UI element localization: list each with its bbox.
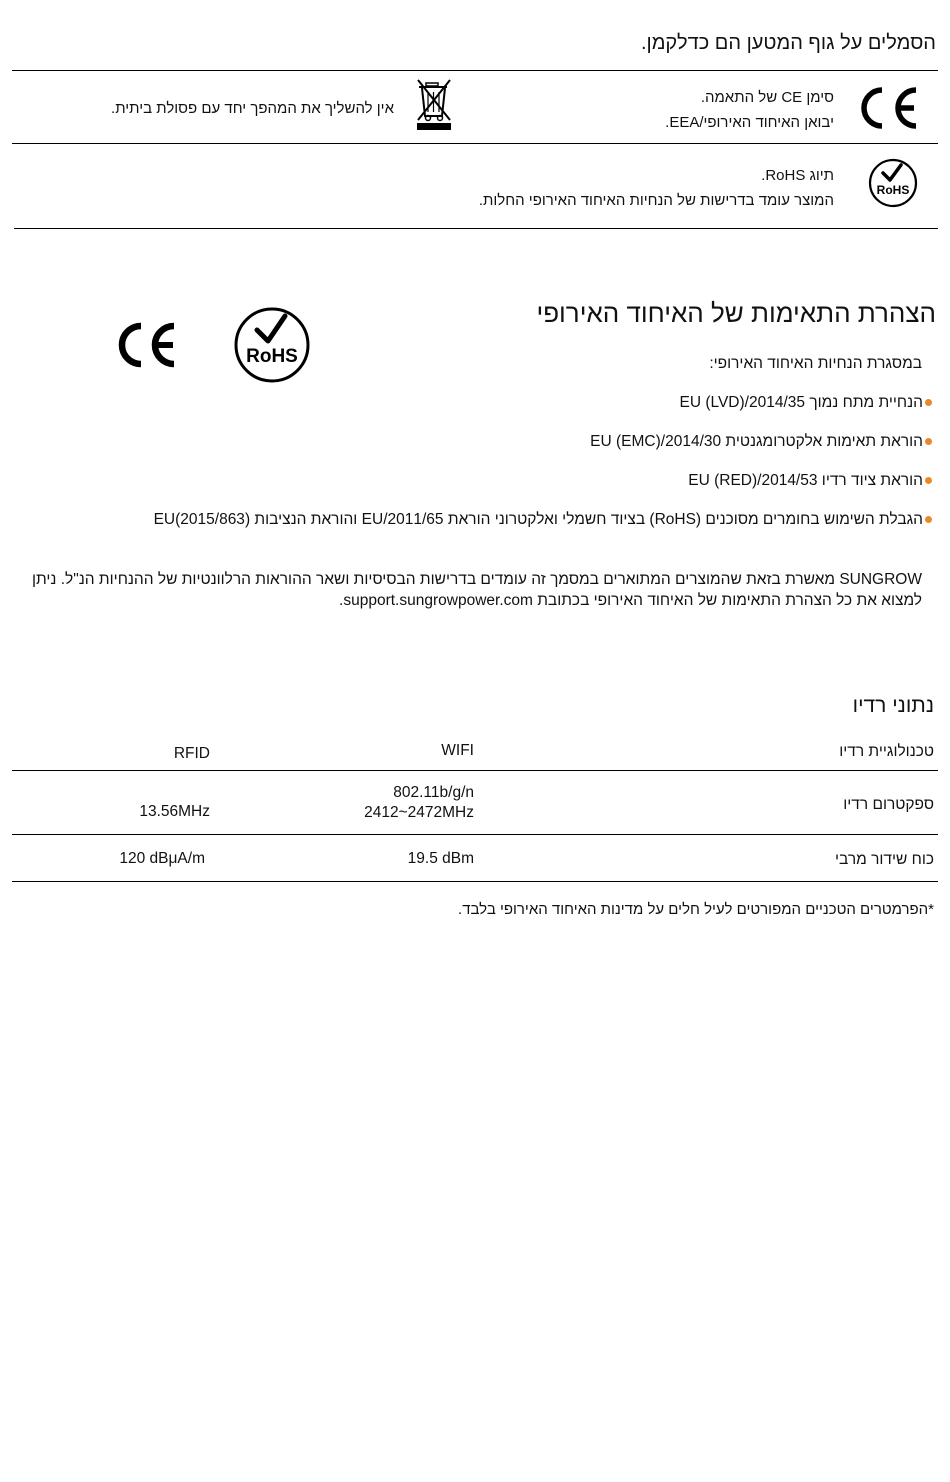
paragraph-line-1: SUNGROW מאשרת בזאת שהמוצרים המתוארים במסמך זה עומדים בדרישות הבסיסיות ושאר ההוראות הרלוונטיות של ההנחיות הנ"ל. ניתן: [31, 571, 922, 588]
bullet-dot-icon: [925, 438, 932, 445]
ce-line-2: יבואן האיחוד האירופי/EEA.: [665, 114, 834, 131]
ce-description: [665, 85, 834, 135]
row-label-spectrum: ספקטרום רדיו: [843, 796, 934, 813]
rfid-spectrum: 13.56MHz: [139, 803, 210, 820]
divider: [12, 70, 938, 71]
declaration-paragraph: [32, 569, 922, 611]
divider: [12, 143, 938, 144]
wifi-frequency: 2412~2472MHz: [364, 804, 474, 821]
rfid-power: 120 dBμA/m: [119, 850, 205, 867]
symbols-title: הסמלים על גוף המטען הם כדלקמן.: [640, 32, 936, 54]
bullet-dot-icon: [925, 477, 932, 484]
declaration-intro: במסגרת הנחיות האיחוד האירופי:: [709, 355, 922, 372]
radio-title: נתוני רדיו: [852, 694, 934, 717]
header-rfid: RFID: [173, 745, 210, 762]
directive-item: הנחיית מתח נמוך 2014/35/EU (LVD): [680, 394, 933, 412]
paragraph-line-2: למצוא את כל הצהרת התאימות של האיחוד האירופי בכתובת support.sungrowpower.com.: [339, 592, 922, 609]
rohs-line-2: המוצר עומד בדרישות של הנחיות האיחוד האירופי החלות.: [478, 192, 834, 209]
weee-description: אין להשליך את המהפך יחד עם פסולת ביתית.: [111, 100, 394, 117]
directive-item: הוראת תאימות אלקטרומגנטית 2014/30/EU (EMC): [590, 433, 932, 451]
declaration-rohs-label: RoHS: [246, 346, 298, 367]
declaration-ce-logo: [116, 322, 178, 373]
bullet-dot-icon: [925, 516, 932, 523]
ce-mark-icon: [856, 86, 920, 135]
row-label-power: כוח שידור מרבי: [835, 851, 934, 868]
header-wifi: WIFI: [441, 742, 474, 759]
crossed-bin-icon: [414, 76, 454, 137]
table-divider: [12, 834, 938, 835]
declaration-title: הצהרת התאימות של האיחוד האירופי: [536, 298, 936, 328]
divider: [14, 228, 938, 229]
wifi-spectrum: [364, 783, 474, 823]
header-technology: טכנולוגיית רדיו: [839, 743, 934, 760]
rohs-icon: [867, 157, 919, 214]
rohs-line-1: תיוג RoHS.: [761, 167, 834, 184]
table-divider: [12, 881, 938, 882]
wifi-power: 19.5 dBm: [407, 850, 474, 867]
rohs-icon-label: RoHS: [876, 183, 910, 197]
table-divider: [12, 770, 938, 771]
ce-line-1: סימן CE של התאמה.: [700, 89, 834, 106]
wifi-standard: 802.11b/g/n: [393, 784, 474, 801]
directive-item: הגבלת השימוש בחומרים מסוכנים (RoHS) בציוד חשמלי ואלקטרוני הוראת 2011/65/EU והוראת הנציבות (2015/863)EU: [154, 511, 932, 529]
bullet-dot-icon: [925, 399, 932, 406]
radio-footnote: *הפרמטרים הטכניים המפורטים לעיל חלים על מדינות האיחוד האירופי בלבד.: [458, 901, 934, 918]
declaration-rohs-logo: [233, 306, 311, 389]
rohs-description: [479, 163, 834, 213]
directive-item: הוראת ציוד רדיו 2014/53/EU (RED): [688, 472, 932, 490]
